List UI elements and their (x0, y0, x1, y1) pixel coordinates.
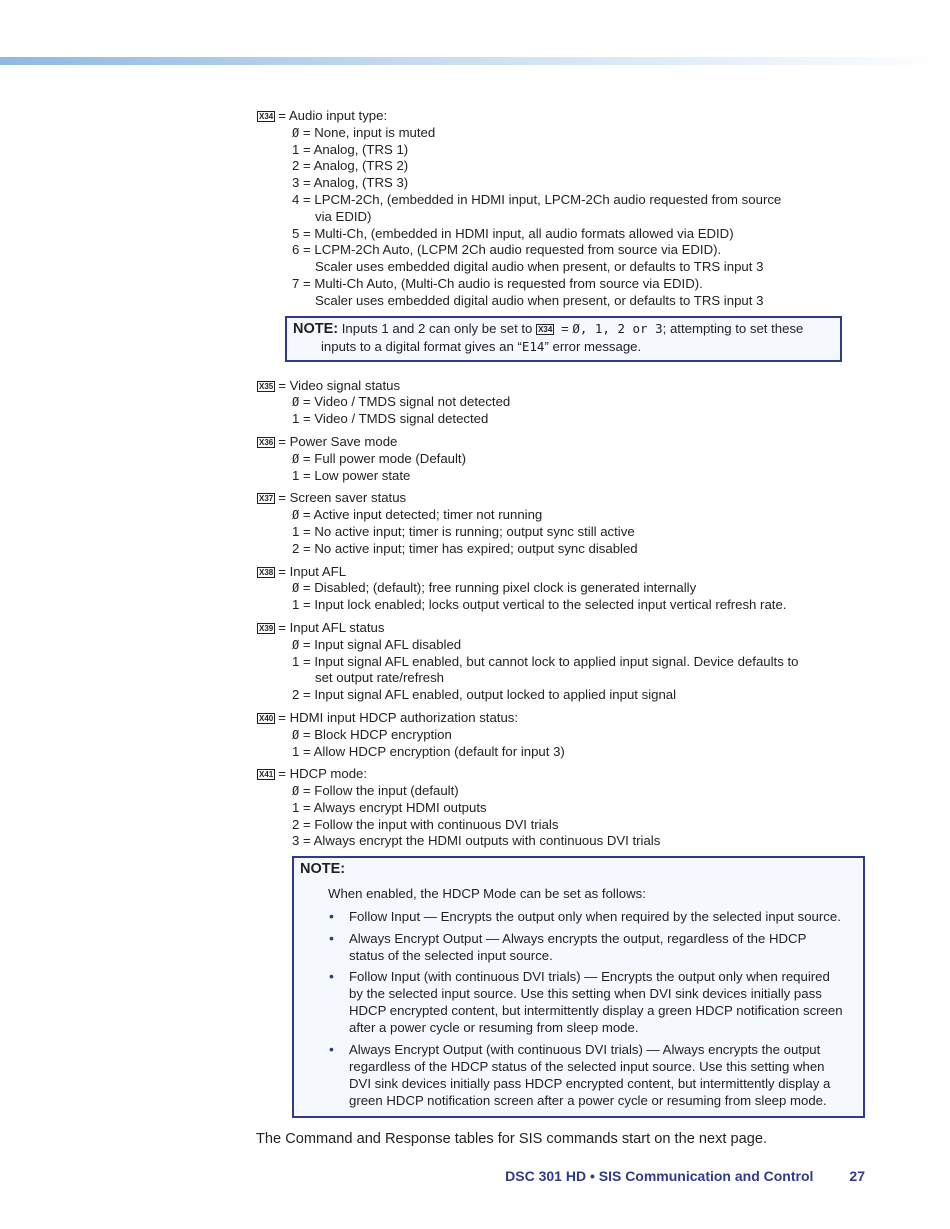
option-line (257, 411, 877, 428)
variable-title: Video signal status (289, 377, 401, 393)
variable-block-list-b (257, 378, 877, 851)
option-line (257, 580, 877, 597)
bullet-item (300, 930, 857, 964)
note-label: NOTE: (300, 861, 346, 878)
option-line (257, 687, 877, 704)
variable-block-list-a (257, 108, 877, 310)
variable-tag: X40 (259, 713, 274, 723)
option-text: 2 = No active input; timer has expired; output sync disabled (292, 540, 638, 556)
variable-block (257, 766, 877, 850)
variable-title: Screen saver status (289, 490, 407, 506)
variable-eq: = (278, 108, 289, 123)
option-line (257, 468, 877, 485)
note-box-audio-inputs (285, 316, 842, 362)
option-text: = Video / TMDS signal not detected (299, 394, 511, 410)
option-line (257, 125, 877, 142)
note-text: ; attempting to set these (662, 320, 804, 336)
option-text: 5 = Multi-Ch, (embedded in HDMI input, all audio formats allowed via EDID) (292, 225, 734, 241)
option-line (257, 276, 877, 293)
option-text: 1 = Input lock enabled; locks output vertical to the selected input vertical refresh rate. (292, 597, 787, 613)
option-line (257, 293, 877, 310)
page-content (257, 108, 877, 1148)
variable-title: Input AFL (289, 563, 347, 579)
option-line (257, 597, 877, 614)
option-text: = None, input is muted (299, 124, 436, 140)
option-line (257, 541, 877, 558)
variable-heading (257, 710, 877, 727)
variable-title: Input AFL status (289, 619, 385, 635)
bullet-line: HDCP encrypted content, but intermittently display a green HDCP notification screen (349, 1003, 843, 1019)
option-line (257, 451, 877, 468)
variable-heading (257, 490, 877, 507)
option-line (257, 783, 877, 800)
variable-tag: X36 (259, 437, 274, 447)
bullet-line: Always Encrypt Output (with continuous DVI trials) — Always encrypts the output (349, 1041, 821, 1057)
option-text: 3 = Always encrypt the HDMI outputs with continuous DVI trials (292, 833, 661, 849)
bullet-item (300, 968, 857, 1036)
option-line (257, 744, 877, 761)
option-text: = Input signal AFL disabled (299, 636, 462, 652)
option-line (257, 158, 877, 175)
error-code: E14 (521, 338, 545, 354)
option-line (257, 654, 877, 671)
variable-block (257, 378, 877, 428)
option-text: = Follow the input (default) (299, 783, 459, 799)
variable-tag: X34 (538, 324, 553, 334)
option-text: 1 = Video / TMDS signal detected (292, 411, 489, 427)
zero-value: Ø (292, 784, 300, 799)
variable-heading (257, 378, 877, 395)
option-line (257, 637, 877, 654)
variable-title: Audio input type: (288, 108, 388, 123)
variable-eq: = (278, 433, 290, 449)
bullet-line: after a power cycle or resuming from sleep mode. (349, 1020, 639, 1036)
variable-eq: = (278, 563, 290, 579)
option-text: 6 = LCPM-2Ch Auto, (LCPM 2Ch audio requested from source via EDID). (292, 242, 722, 258)
note-box-hdcp-mode (292, 856, 865, 1118)
option-line (257, 727, 877, 744)
variable-eq: = (278, 619, 290, 635)
variable-block (257, 108, 877, 310)
option-text: via EDID) (315, 208, 372, 224)
variable-tag: X39 (259, 623, 274, 633)
option-line (257, 142, 877, 159)
variable-heading (257, 766, 877, 783)
option-text: 2 = Analog, (TRS 2) (292, 158, 409, 174)
option-text: 1 = Allow HDCP encryption (default for input 3) (292, 743, 565, 759)
variable-heading (257, 108, 877, 125)
variable-title: Power Save mode (289, 433, 398, 449)
variable-tag: X34 (259, 112, 274, 121)
variable-title: HDMI input HDCP authorization status: (289, 709, 519, 725)
option-text: Scaler uses embedded digital audio when present, or defaults to TRS input 3 (315, 292, 764, 308)
option-line (257, 259, 877, 276)
note-eq: = (557, 320, 573, 336)
footer-title: DSC 301 HD • SIS Communication and Control (505, 1168, 814, 1184)
option-text: 7 = Multi-Ch Auto, (Multi-Ch audio is requested from source via EDID). (292, 275, 703, 291)
note-text: Inputs 1 and 2 can only be set to (338, 320, 537, 336)
variable-eq: = (278, 766, 290, 782)
note-intro: When enabled, the HDCP Mode can be set as follows: (328, 886, 646, 902)
bullet-line: Follow Input — Encrypts the output only when required by the selected input source. (349, 909, 841, 925)
option-line (257, 817, 877, 834)
bullet-line: status of the selected input source. (349, 947, 553, 963)
option-text: 1 = Low power state (292, 467, 411, 483)
variable-tag: X38 (259, 567, 274, 577)
bullet-line: regardless of the HDCP status of the selected input source. Use this setting when (349, 1058, 825, 1074)
option-text: 4 = LPCM-2Ch, (embedded in HDMI input, LPCM-2Ch audio requested from source (292, 191, 782, 207)
option-line (257, 394, 877, 411)
option-line (257, 209, 877, 226)
variable-block (257, 620, 877, 704)
variable-title: HDCP mode: (289, 766, 368, 782)
bullet-line: Follow Input (with continuous DVI trials) — Encrypts the output only when required (349, 969, 830, 985)
page-footer (440, 1168, 865, 1184)
option-text: 3 = Analog, (TRS 3) (292, 175, 409, 191)
zero-value: Ø (292, 395, 300, 410)
zero-value: Ø (292, 581, 300, 596)
variable-block (257, 434, 877, 484)
option-text: = Full power mode (Default) (299, 450, 466, 466)
option-text: 1 = Always encrypt HDMI outputs (292, 799, 487, 815)
closing-paragraph: The Command and Response tables for SIS commands start on the next page. (256, 1131, 768, 1148)
option-line (257, 192, 877, 209)
option-line (257, 524, 877, 541)
variable-block (257, 564, 877, 614)
zero-value: Ø (292, 637, 300, 652)
option-line (257, 242, 877, 259)
variable-block (257, 710, 877, 760)
bullet-item (300, 908, 857, 925)
note-text: inputs to a digital format gives an “ (321, 338, 522, 354)
variable-block (257, 490, 877, 557)
bullet-dot-icon: • (329, 968, 334, 985)
option-line (257, 507, 877, 524)
option-text: 1 = Analog, (TRS 1) (292, 141, 409, 157)
zero-value: Ø (292, 727, 300, 742)
option-line (257, 800, 877, 817)
option-line (257, 226, 877, 243)
header-gradient-bar (0, 57, 950, 65)
option-text: 2 = Input signal AFL enabled, output locked to applied input signal (292, 687, 677, 703)
bullet-dot-icon: • (329, 929, 334, 946)
zero-value: Ø (292, 451, 300, 466)
variable-eq: = (278, 490, 290, 506)
option-text: Scaler uses embedded digital audio when present, or defaults to TRS input 3 (315, 259, 764, 275)
zero-value: Ø (292, 125, 300, 140)
variable-heading (257, 620, 877, 637)
note-text: ” error message. (544, 338, 642, 354)
variable-heading (257, 434, 877, 451)
bullet-dot-icon: • (329, 908, 334, 925)
note-bullet-list (300, 908, 857, 1109)
bullet-dot-icon: • (329, 1040, 334, 1057)
note-label: NOTE: (293, 320, 339, 337)
variable-tag: X41 (259, 770, 274, 780)
variable-heading (257, 564, 877, 581)
bullet-line: green HDCP notification screen after a power cycle or resuming from sleep mode. (349, 1092, 827, 1108)
variable-tag: X37 (259, 494, 274, 504)
option-text: 2 = Follow the input with continuous DVI trials (292, 816, 559, 832)
bullet-line: by the selected input source. Use this setting when DVI sink devices initially pass (349, 986, 822, 1002)
variable-eq: = (278, 709, 290, 725)
note-values: Ø, 1, 2 or 3 (572, 320, 663, 336)
option-text: 1 = Input signal AFL enabled, but cannot lock to applied input signal. Device defaults to (292, 653, 799, 669)
option-text: = Active input detected; timer not running (299, 507, 543, 523)
option-text: = Block HDCP encryption (299, 726, 452, 742)
bullet-line: DVI sink devices initially pass HDCP encrypted content, but intermittently display a (349, 1075, 831, 1091)
bullet-line: Always Encrypt Output — Always encrypts the output, regardless of the HDCP (349, 930, 807, 946)
option-line (257, 175, 877, 192)
page-number: 27 (849, 1168, 865, 1184)
option-line (257, 833, 877, 850)
option-line (257, 670, 877, 687)
zero-value: Ø (292, 508, 300, 523)
bullet-item (300, 1041, 857, 1109)
option-text: 1 = No active input; timer is running; output sync still active (292, 523, 635, 539)
variable-tag: X35 (259, 381, 274, 391)
option-text: set output rate/refresh (315, 670, 445, 686)
variable-eq: = (278, 377, 290, 393)
option-text: = Disabled; (default); free running pixel clock is generated internally (299, 580, 697, 596)
